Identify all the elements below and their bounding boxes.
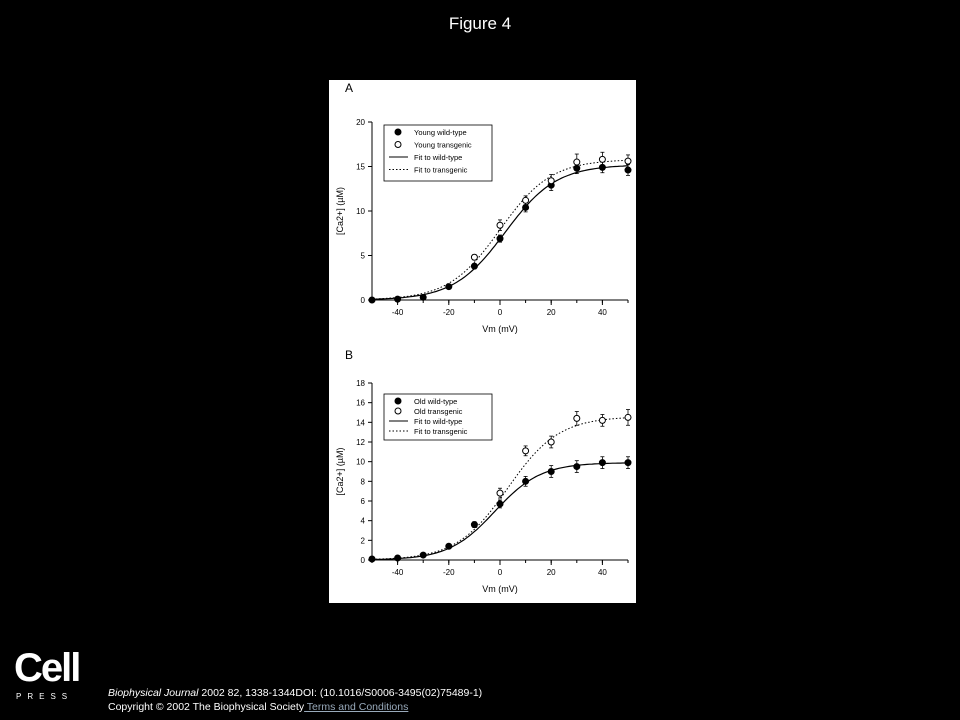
x-tick-label: -20 — [443, 308, 455, 317]
data-point-wild-type — [497, 501, 503, 507]
y-tick-label: 18 — [356, 379, 365, 388]
data-point-wild-type — [420, 552, 426, 558]
data-point-wild-type — [574, 464, 580, 470]
x-tick-label: 0 — [497, 308, 503, 317]
data-point-wild-type — [369, 556, 375, 562]
data-point-transgenic — [548, 178, 554, 184]
legend-label: Fit to transgenic — [414, 165, 468, 175]
legend-label: Fit to transgenic — [414, 427, 468, 436]
data-point-wild-type — [420, 294, 426, 300]
copyright-text: Copyright © 2002 The Biophysical Society — [108, 701, 305, 713]
data-point-transgenic — [497, 490, 503, 496]
copyright-line — [108, 700, 482, 714]
data-point-wild-type — [446, 543, 452, 549]
data-point-transgenic — [523, 448, 529, 454]
y-tick-label: 20 — [356, 118, 365, 127]
x-tick-label: -40 — [391, 568, 404, 577]
y-tick-label: 10 — [356, 457, 365, 467]
data-point-wild-type — [471, 263, 477, 269]
panel-label-a: A — [345, 81, 354, 95]
data-point-wild-type — [446, 284, 452, 290]
data-point-wild-type — [395, 296, 401, 302]
data-point-wild-type — [625, 167, 631, 173]
data-point-transgenic — [599, 156, 605, 162]
x-tick-label: 0 — [497, 568, 503, 577]
data-point-transgenic — [574, 159, 580, 165]
y-tick-label: 10 — [356, 207, 365, 216]
journal-name: Biophysical Journal — [108, 687, 199, 699]
legend-marker — [395, 398, 401, 404]
y-tick-label: 8 — [360, 477, 365, 487]
figure-svg — [329, 80, 636, 603]
data-point-wild-type — [497, 236, 503, 242]
x-axis-label: Vm (mV) — [482, 584, 518, 594]
data-point-transgenic — [625, 414, 631, 420]
legend-marker — [395, 142, 401, 148]
y-tick-label: 12 — [356, 438, 365, 447]
x-tick-label: 40 — [597, 568, 607, 577]
legend-label: Old transgenic — [414, 407, 463, 416]
figure-image — [329, 80, 636, 603]
data-point-wild-type — [625, 460, 631, 466]
cell-logo-word: Cell — [14, 646, 80, 690]
x-tick-label: 20 — [546, 568, 556, 577]
legend-marker — [395, 129, 401, 135]
y-tick-label: 5 — [360, 251, 365, 261]
data-point-transgenic — [574, 415, 580, 421]
legend-label: Young wild-type — [414, 128, 467, 137]
x-axis-label: Vm (mV) — [482, 324, 518, 334]
panel-a — [335, 118, 631, 334]
data-point-transgenic — [497, 222, 503, 228]
y-axis-label: [Ca2+] (µM) — [335, 447, 345, 496]
data-point-transgenic — [599, 417, 605, 423]
data-point-wild-type — [523, 478, 529, 484]
y-axis-label: [Ca2+] (µM) — [335, 187, 345, 235]
citation-details: 2002 82, 1338-1344DOI: (10.1016/S0006-3495(02)75489-1) — [198, 687, 483, 699]
data-point-wild-type — [548, 469, 554, 475]
x-tick-label: 40 — [597, 308, 607, 317]
panel-label-b: B — [345, 348, 354, 362]
data-point-transgenic — [548, 439, 554, 445]
y-tick-label: 0 — [360, 296, 365, 305]
data-point-wild-type — [395, 555, 401, 561]
legend-label: Fit to wild-type — [414, 417, 463, 426]
data-point-wild-type — [369, 297, 375, 303]
data-point-wild-type — [523, 204, 529, 210]
x-tick-label: -40 — [391, 308, 404, 317]
legend-label: Young transgenic — [414, 140, 472, 150]
data-point-transgenic — [523, 197, 529, 203]
y-tick-label: 2 — [360, 536, 365, 546]
x-tick-label: -20 — [443, 568, 455, 577]
data-point-wild-type — [599, 460, 605, 466]
legend-label: Fit to wild-type — [414, 153, 463, 162]
y-tick-label: 15 — [356, 162, 365, 172]
fit-line-wild-type — [372, 166, 628, 299]
fit-line-wild-type — [372, 463, 628, 560]
y-tick-label: 4 — [360, 516, 365, 526]
y-tick-label: 16 — [356, 398, 365, 408]
data-point-transgenic — [625, 158, 631, 164]
legend-marker — [395, 408, 401, 414]
data-point-transgenic — [471, 254, 477, 260]
x-tick-label: 20 — [546, 308, 556, 317]
citation — [108, 686, 482, 714]
press-logo-text: PRESS — [16, 692, 74, 701]
y-tick-label: 6 — [360, 497, 365, 506]
y-tick-label: 14 — [356, 418, 365, 428]
terms-and-conditions-link[interactable]: Terms and Conditions — [304, 701, 409, 713]
legend-label: Old wild-type — [414, 397, 458, 406]
citation-line — [108, 686, 482, 700]
figure-title: Figure 4 — [448, 14, 512, 33]
cell-press-logo — [14, 646, 84, 706]
data-point-wild-type — [471, 522, 477, 528]
panel-b — [335, 379, 631, 594]
y-tick-label: 0 — [360, 556, 365, 565]
